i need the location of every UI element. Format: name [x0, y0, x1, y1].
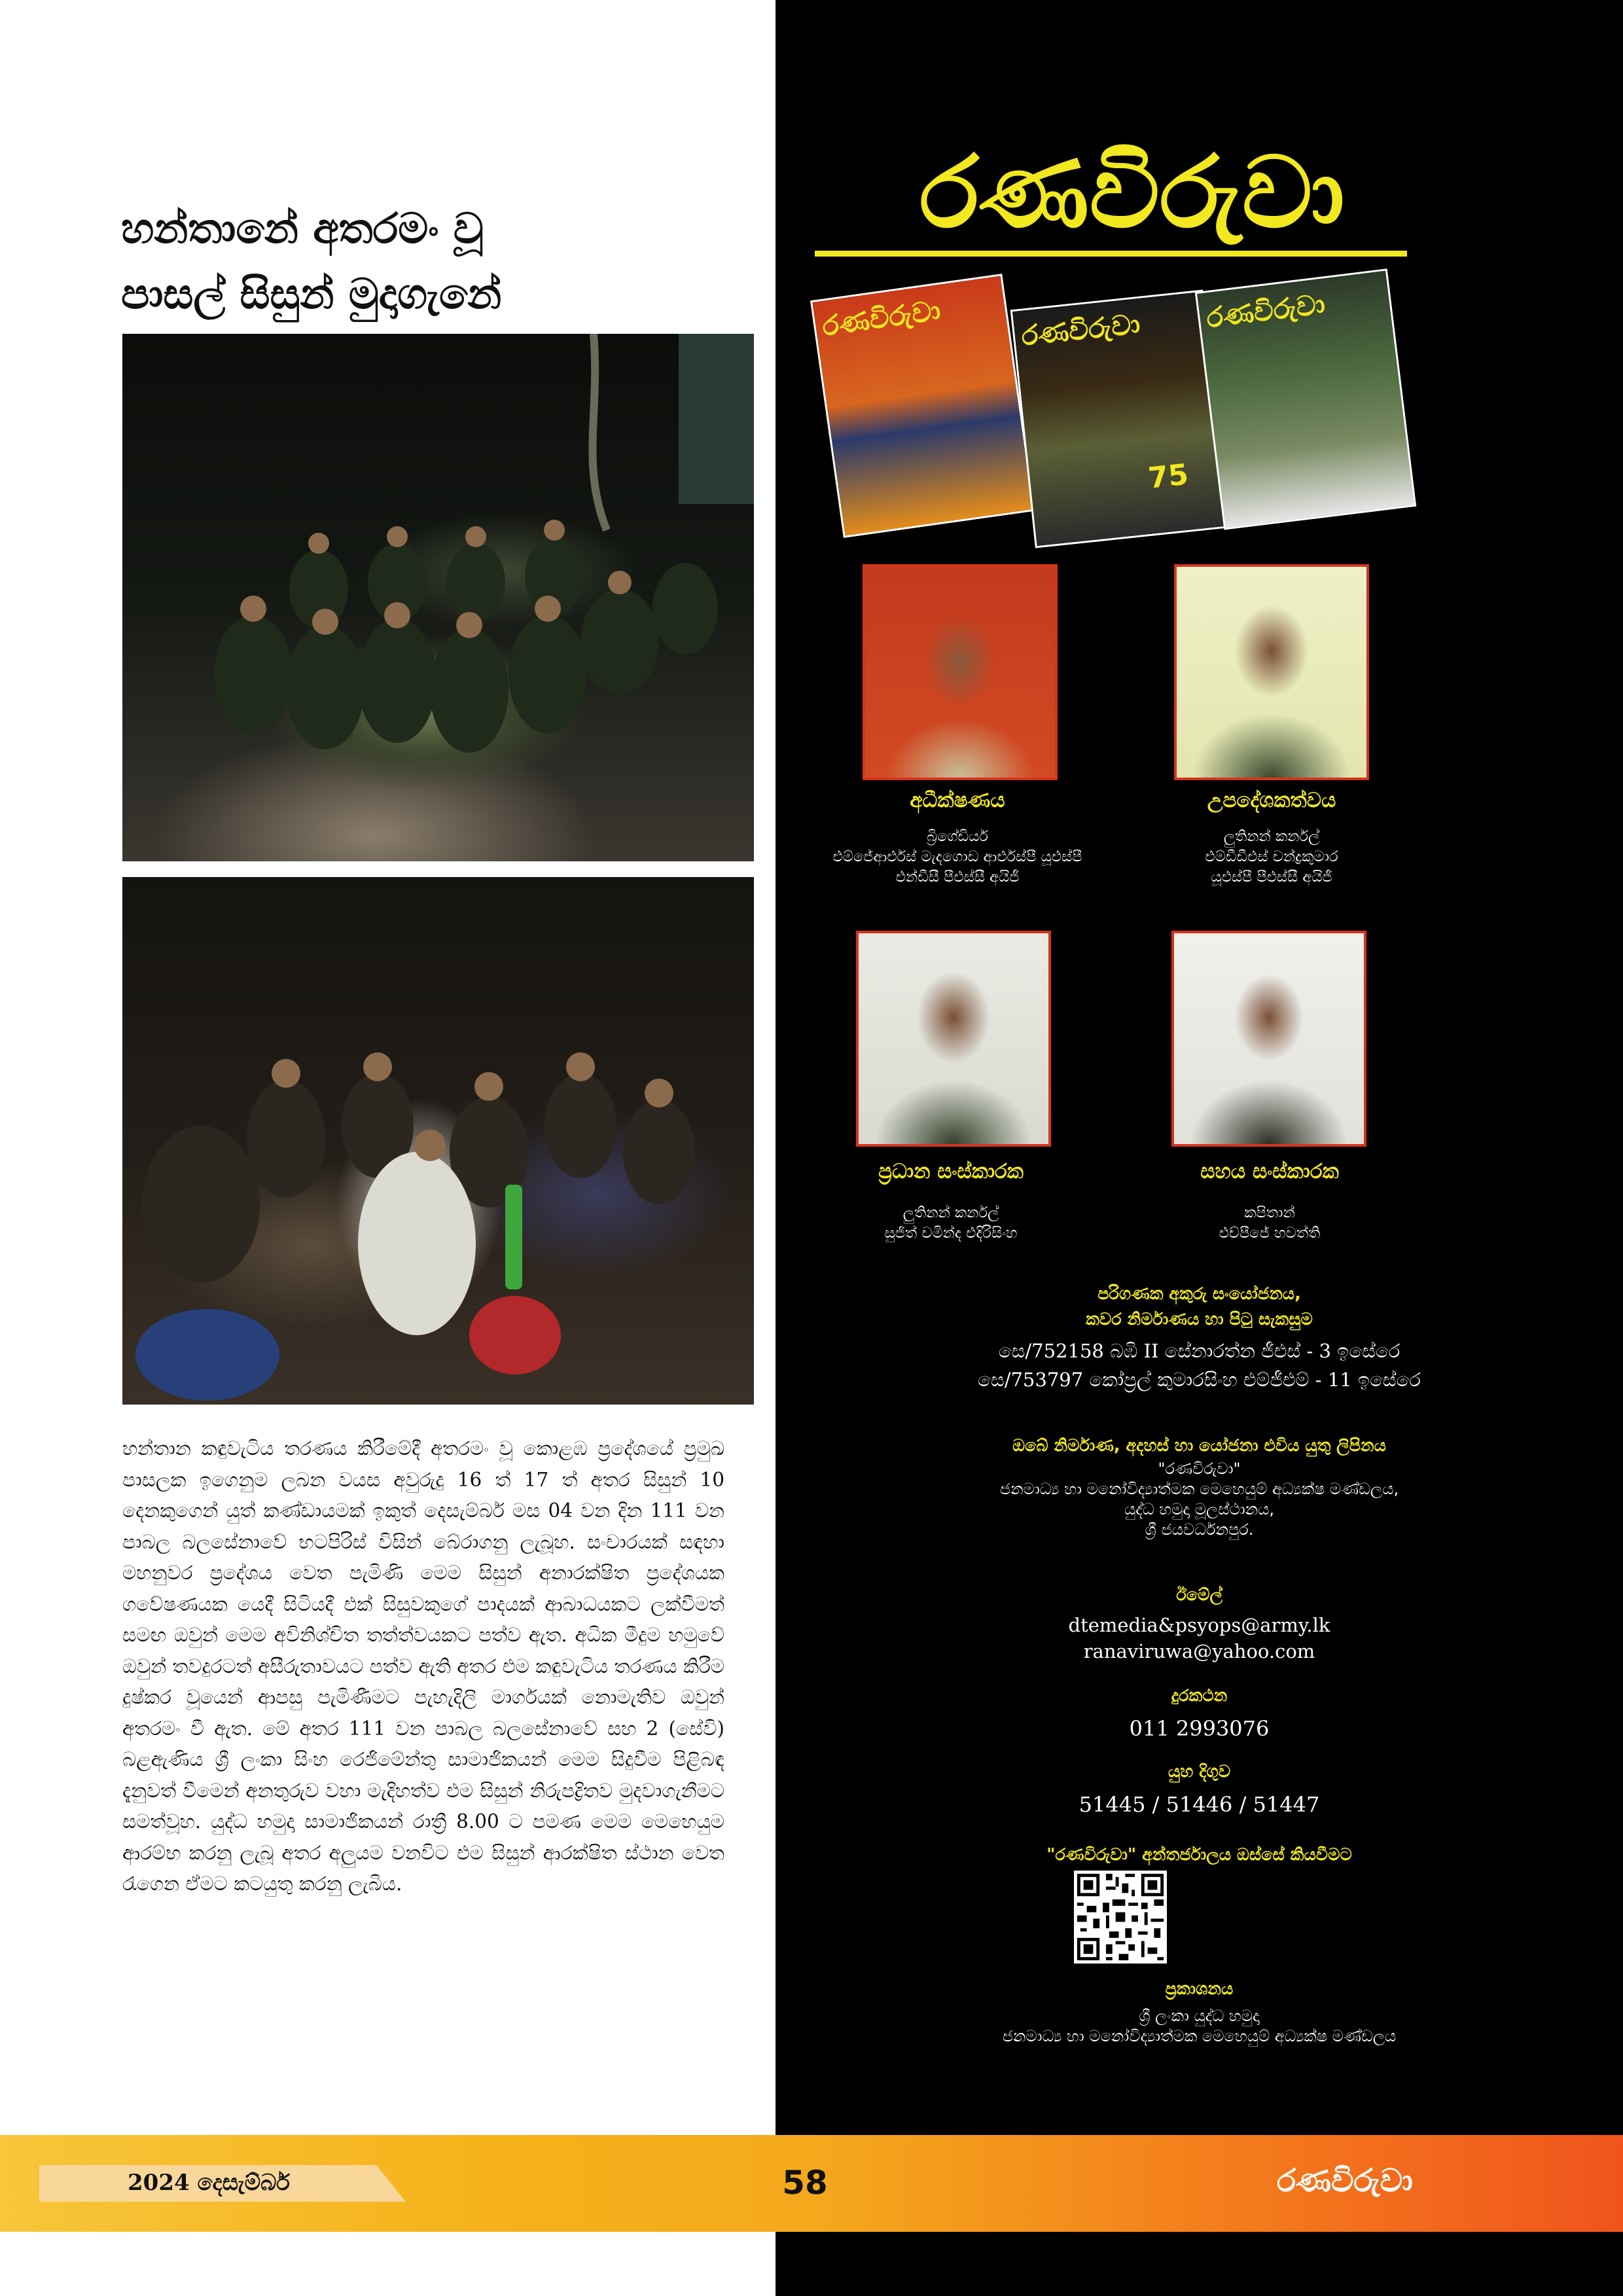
email-block: [776, 1583, 1623, 1664]
publisher-line: ශ්‍රී ලංකා යුද්ධ හමුදා: [1139, 2007, 1260, 2025]
online-reading-block: [776, 1842, 1623, 1868]
director-titles: එන්ඩීසී පීඑස්සී අයිජී: [895, 869, 1020, 886]
consultant-titles: යූඑස්පී පීඑස්සී අයිජී: [1211, 869, 1332, 886]
headline-line-1: හන්තානේ අතරමං වූ: [121, 205, 484, 253]
assistant-editor-name: [1086, 1203, 1453, 1244]
address-line: ශ්‍රී ජයවර්ධනපුර.: [1145, 1520, 1254, 1539]
chief-editor-role: ප්‍රධාන සංස්කාරක: [878, 1160, 1024, 1183]
credits-line-1: සෙ/752158 බඹි II සේනාරත්න ජීඑස් - 3 ඉසේරෙ: [998, 1340, 1400, 1362]
masthead-divider: [815, 251, 1407, 257]
chief-editor-name: [768, 1203, 1134, 1244]
assistant-editor-name-line: එච්පීජේ හවත්ති: [1219, 1225, 1321, 1242]
director-name-line: එම්ජේආර්එස් මැදගොඩ ආර්එස්පී යූඑස්පී: [832, 848, 1082, 865]
director-name: [774, 827, 1141, 888]
phone-block: [776, 1683, 1623, 1743]
submission-address: [776, 1433, 1623, 1540]
consultant-name: [1088, 827, 1455, 888]
assistant-editor-role: සහය සංස්කාරක: [1200, 1160, 1339, 1183]
issue-date: 2024 දෙසැම්බර්: [128, 2170, 290, 2196]
credits-label-1: පරිගණක අකුරු සංයෝජනය,: [1097, 1284, 1301, 1304]
consultant-name-line: එම්ඩීඩීඑස් චන්ද්‍රකුමාර: [1205, 848, 1338, 865]
page-number: 58: [782, 2164, 828, 2202]
consultant-portrait: [1174, 564, 1369, 780]
students-resting-photo: [122, 877, 754, 1405]
director-portrait: [863, 564, 1058, 780]
email-label: ඊමේල්: [1176, 1585, 1222, 1605]
article-body-paragraph: හන්තාන කඳුවැටිය තරණය කිරීමේදී අතරමං වූ කොළඹ ප්‍රදේශයේ ප්‍රමුඛ පාසලක ඉගෙනුම ලබන වයස අවුරුදු 16 ත් 17 ත් අතර සිසුන් 10 දෙනකුගෙන් යුත් කණ්ඩායමක් ඉකුත් දෙසැම්බර් මස 04 වන දින 111 වන පාබල බලසේනාවේ භටපිරිස් විසින් බේරාගනු ලැබූහ. සංචාරයක් සඳහා මහනුවර ප්‍රදේශය වෙත පැමිණි මෙම සිසුන් අනාරක්ෂිත ප්‍රදේශයක ගවේෂණයක යෙදී සිටියදී එක් සිසුවකුගේ පාදයක් ආබාධයකට ලක්වීමත් සමඟ ඔවුන් මෙම අවිනිශ්චිත තත්ත්වයකට පත්ව ඇත. අධික මීදුම හමුවේ ඔවුන් තවදුරටත් අසීරුතාවයට පත්ව ඇති අතර එම කඳුවැටිය තරණය කිරීම දුෂ්කර වූයෙන් ආපසු පැමිණීමට පැහැදිලි මාර්ගයක් නොමැතිව ඔවුන් අතරමං වී ඇත. මේ අතර 111 වන පාබල බලසේනාවේ සහ 2 (සේවි) බළඇණිය ශ්‍රී ලංකා සිංහ රෙජිමේන්තු සාමාජිකයන් මෙම සිදුවීම පිළිබඳ දැනුවත් වීමෙන් අනතුරුව වහා මැදිහත්ව එම සිසුන් නිරුපද්‍රිතව මුදවාගැනීමට සමත්වූහ. යුද්ධ හමුදා සාමාජිකයන් රාත්‍රී 8.00 ට පමණ මෙම මෙහෙයුම ආරම්භ කරනු ලැබූ අතර අලුයම වනවිට එම සිසුන් ආරක්ෂිත ස්ථාන වෙත රැගෙන ඒමට කටයුතු කරනු ලැබිය.: [122, 1437, 724, 1895]
credits-line-2: සෙ/753797 කෝප්‍රල් කුමාරසිංහ එම්ජීඑම් - 11 ඉසේරෙ: [978, 1369, 1421, 1391]
email-address-1[interactable]: dtemedia&psyops@army.lk: [1068, 1614, 1330, 1636]
students-photo-figures: [122, 877, 754, 1405]
address-line: "රණවිරුවා": [1158, 1460, 1241, 1478]
footer-logo: රණවිරුවා: [1277, 2162, 1413, 2199]
credits-label-2: කවර නිර්මාණය හා පිටු සැකසුම: [1086, 1310, 1313, 1329]
address-label: ඔබේ නිර්මාණ, අදහස් හා යෝජනා එවිය යුතු ලිපිනය: [1012, 1436, 1386, 1456]
publisher-label: ප්‍රකාශනය: [1165, 1979, 1234, 1999]
phone-label: දුරකථන: [1171, 1686, 1228, 1706]
chief-editor-rank: ලුතිනන් කර්නල්: [902, 1204, 999, 1221]
magazine-cover-1: [812, 276, 1033, 536]
chief-editor-name-line: සුජිත් චමින්ද එදිරිසිංහ: [884, 1225, 1018, 1242]
email-address-2[interactable]: ranaviruwa@yahoo.com: [1083, 1640, 1315, 1662]
magazine-cover-3: [1197, 271, 1414, 528]
publisher-block: [776, 1977, 1623, 2047]
qr-code-icon[interactable]: [1074, 1871, 1167, 1964]
address-line: ජනමාධ්‍ය හා මනෝවිද්‍යාත්මක මෙහෙයුම් අධ්‍යක්ෂ මණ්ඩලය,: [999, 1480, 1399, 1498]
publisher-line: ජනමාධ්‍ය හා මනෝවිද්‍යාත්මක මෙහෙයුම් අධ්‍යක්ෂ මණ්ඩලය: [1002, 2027, 1397, 2045]
cover-title: රණවිරුවා: [1204, 287, 1327, 334]
magazine-cover-2: [1012, 292, 1226, 546]
phone-number: 011 2993076: [1129, 1716, 1270, 1741]
extension-block: [776, 1759, 1623, 1819]
article-body: [122, 1433, 724, 1900]
group-photo-figures: [122, 334, 754, 861]
consultant-role: උපදේශකත්වය: [1207, 789, 1336, 812]
cover-badge: 75: [1147, 457, 1190, 495]
consultant-rank: ලුතිනන් කර්නල්: [1223, 828, 1320, 845]
assistant-editor-rank: කපිතාන්: [1244, 1204, 1295, 1221]
cover-title: රණවිරුවා: [1020, 308, 1142, 352]
address-line: යුද්ධ හමුදා මූලස්ථානය,: [1124, 1500, 1275, 1518]
headline-line-2: පාසල් සිසුන් මුදාගැනේ: [121, 270, 502, 319]
group-photo-soldiers-and-students: [122, 334, 754, 861]
online-label: "රණවිරුවා" අන්තර්ජාලය ඔස්සේ කියවීමට: [1046, 1845, 1352, 1865]
qr-code-pattern: [1074, 1871, 1167, 1964]
assistant-editor-portrait: [1171, 931, 1366, 1147]
extension-numbers: 51445 / 51446 / 51447: [1079, 1792, 1320, 1817]
magazine-title: රණවිරුවා: [919, 136, 1345, 250]
typesetting-credits: [776, 1282, 1623, 1394]
extension-label: යුහ දිගුව: [1168, 1762, 1231, 1782]
article-headline: [121, 196, 710, 327]
cover-title: රණවිරුවා: [820, 294, 943, 342]
chief-editor-portrait: [856, 931, 1051, 1147]
director-role: අධීක්ෂණය: [910, 789, 1005, 812]
director-rank: බ්‍රිගේඩියර්: [927, 828, 988, 845]
